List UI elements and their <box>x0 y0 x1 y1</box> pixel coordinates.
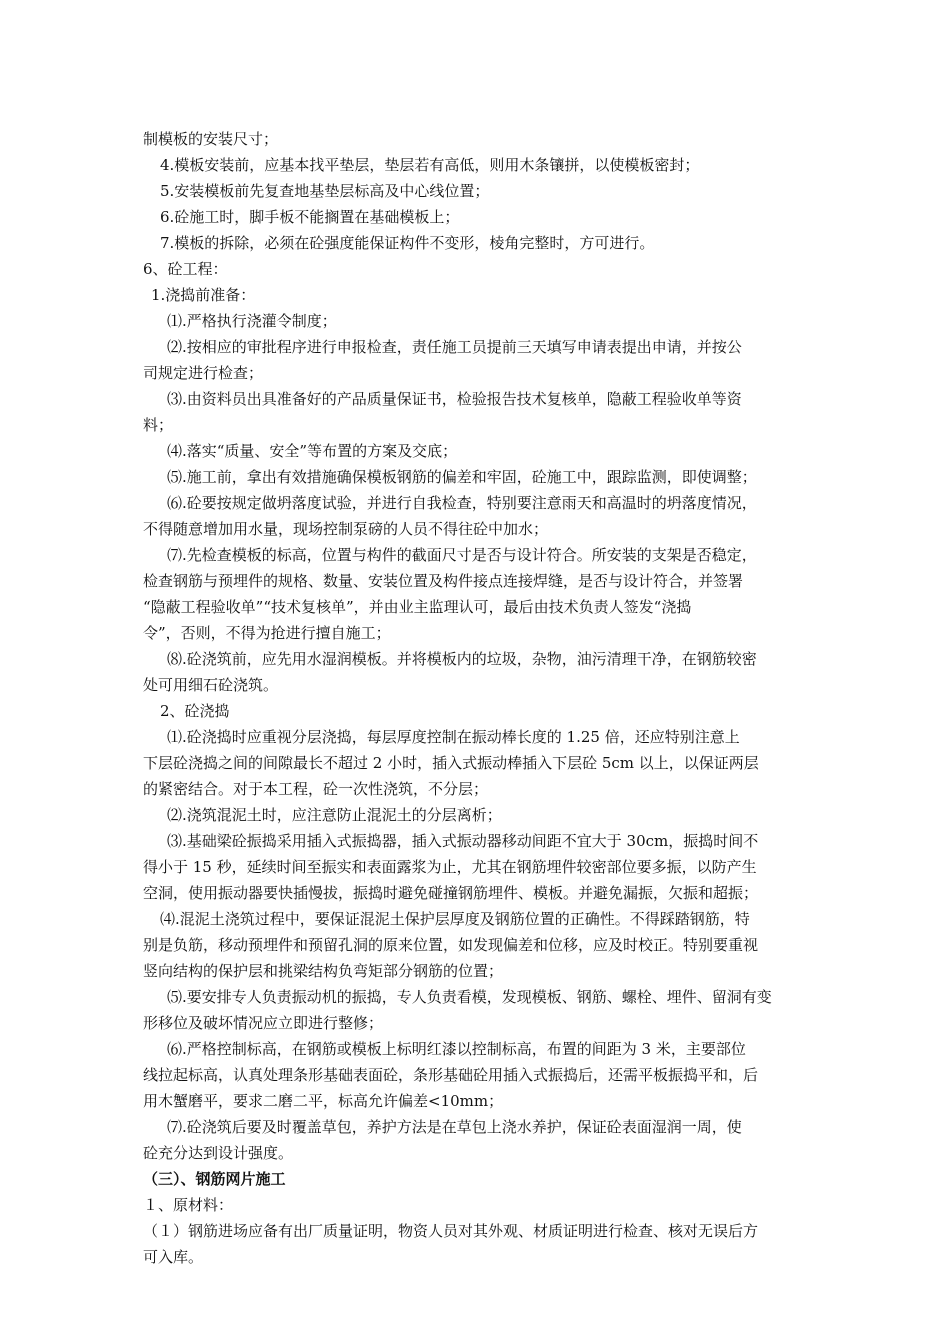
text-line: ⑺.先检查模板的标高，位置与构件的截面尺寸是否与设计符合。所安装的支架是否稳定， <box>167 546 757 564</box>
text-line: ⑻.砼浇筑前，应先用水湿润模板。并将模板内的垃圾，杂物，油污清理干净，在钢筋较密 <box>167 650 757 668</box>
text-line: ⑷.混泥土浇筑过程中，要保证混泥土保护层厚度及钢筋位置的正确性。不得踩踏钢筋，特 <box>160 910 750 928</box>
text-line: ⑵.浇筑混泥土时，应注意防止混泥土的分层离析； <box>167 806 502 824</box>
text-line: ⑺.砼浇筑后要及时覆盖草包，养护方法是在草包上浇水养护，保证砼表面湿润一周，使 <box>167 1118 742 1136</box>
text-line: ⑴.严格执行浇灌令制度； <box>167 312 337 330</box>
text-line: ⑹.砼要按规定做坍落度试验，并进行自我检查，特别要注意雨天和高温时的坍落度情况， <box>167 494 757 512</box>
text-line: 司规定进行检查； <box>143 364 264 382</box>
text-line: 线拉起标高，认真处理条形基础表面砼，条形基础砼用插入式振捣后，还需平板振捣平和，后 <box>143 1066 759 1084</box>
text-line: 的紧密结合。对于本工程，砼一次性浇筑，不分层； <box>143 780 489 798</box>
text-line: 6、砼工程： <box>143 260 228 278</box>
text-line: 6.砼施工时，脚手板不能搁置在基础模板上； <box>160 208 460 226</box>
text-line: 7.模板的拆除，必须在砼强度能保证构件不变形，棱角完整时，方可进行。 <box>160 234 655 252</box>
document-body <box>143 126 813 1270</box>
text-line: 2、砼浇捣 <box>160 702 230 720</box>
text-line: ⑶.由资料员出具准备好的产品质量保证书，检验报告技术复核单，隐蔽工程验收单等资 <box>167 390 742 408</box>
section-heading: （三）、钢筋网片施工 <box>143 1170 286 1188</box>
text-line: 4.模板安装前，应基本找平垫层，垫层若有高低，则用木条镶拼，以使模板密封； <box>160 156 700 174</box>
text-line: 空洞，使用振动器要快插慢拔，振捣时避免碰撞钢筋埋件、模板。并避免漏振，欠振和超振； <box>143 884 759 902</box>
text-line: 5.安装模板前先复查地基垫层标高及中心线位置； <box>160 182 490 200</box>
text-line: ⑴.砼浇捣时应重视分层浇捣，每层厚度控制在振动棒长度的 1.25 倍，还应特别注意上 <box>167 728 740 746</box>
text-line: 可入库。 <box>143 1248 204 1266</box>
text-line: ⑵.按相应的审批程序进行申报检查，责任施工员提前三天填写申请表提出申请，并按公 <box>167 338 742 356</box>
text-line: ⑹.严格控制标高，在钢筋或模板上标明红漆以控制标高，布置的间距为 3 米，主要部位 <box>167 1040 746 1058</box>
text-line: ⑷.落实“质量、安全”等布置的方案及交底； <box>167 442 458 460</box>
text-line: ⑸.施工前，拿出有效措施确保模板钢筋的偏差和牢固，砼施工中，跟踪监测，即使调整； <box>167 468 757 486</box>
text-line: 处可用细石砼浇筑。 <box>143 676 279 694</box>
text-line: 下层砼浇捣之间的间隙最长不超过 2 小时，插入式振动棒插入下层砼 5cm 以上，以保证两层 <box>143 754 759 772</box>
text-line: 形移位及破坏情况应立即进行整修； <box>143 1014 384 1032</box>
text-line: 别是负筋，移动预埋件和预留孔洞的原来位置，如发现偏差和位移，应及时校正。特别要重视 <box>143 936 759 954</box>
text-line: 检查钢筋与预埋件的规格、数量、安装位置及构件接点连接焊缝，是否与设计符合，并签署 <box>143 572 744 590</box>
text-line: 不得随意增加用水量，现场控制泵磅的人员不得往砼中加水； <box>143 520 549 538</box>
text-line: 令”，否则，不得为抢进行擅自施工； <box>143 624 391 642</box>
text-line: ⑸.要安排专人负责振动机的振捣，专人负责看模，发现模板、钢筋、螺栓、埋件、留洞有变 <box>167 988 772 1006</box>
text-line: 用木蟹磨平，要求二磨二平，标高允许偏差<10mm； <box>143 1092 504 1110</box>
text-line: 得小于 15 秒，延续时间至振实和表面露浆为止，尤其在钢筋埋件较密部位要多振，以防产生 <box>143 858 757 876</box>
text-line: 料； <box>143 416 174 434</box>
text-line: ⑶.基础梁砼振捣采用插入式振捣器，插入式振动器移动间距不宜大于 30cm，振捣时间不 <box>167 832 759 850</box>
text-line: １、原材料： <box>143 1196 234 1214</box>
text-line: 制模板的安装尺寸； <box>143 130 279 148</box>
text-line: 砼充分达到设计强度。 <box>143 1144 294 1162</box>
text-line: 1.浇捣前准备： <box>151 286 256 304</box>
text-line: 竖向结构的保护层和挑梁结构负弯矩部分钢筋的位置； <box>143 962 504 980</box>
text-line: “隐蔽工程验收单”“技术复核单”，并由业主监理认可，最后由技术负责人签发“浇捣 <box>143 598 692 616</box>
text-line: （１）钢筋进场应备有出厂质量证明，物资人员对其外观、材质证明进行检查、核对无误后方 <box>143 1222 759 1240</box>
